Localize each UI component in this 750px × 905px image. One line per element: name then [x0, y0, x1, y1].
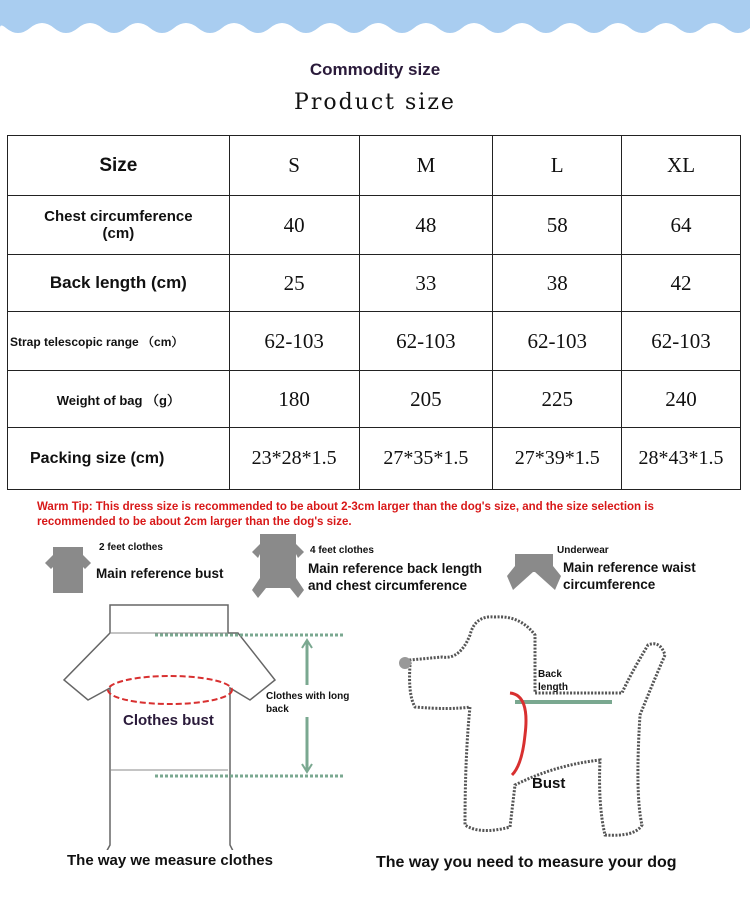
cell: 38 — [493, 255, 622, 312]
type-name: Underwear — [557, 545, 609, 556]
title: Commodity size — [309, 60, 441, 79]
header-cell: Size — [8, 136, 230, 196]
table-row — [8, 371, 741, 428]
cell: 25 — [229, 255, 359, 312]
wave-banner — [0, 0, 750, 40]
table-row — [8, 196, 741, 255]
header-cell: XL — [622, 136, 741, 196]
cell: 205 — [359, 371, 493, 428]
row-label: Packing size (cm) — [8, 428, 230, 490]
type-name: 4 feet clothes — [310, 545, 374, 556]
row-label: Chest circumference (cm) — [8, 196, 230, 255]
two-feet-clothes-icon — [45, 545, 93, 595]
type-desc: Main reference waist circumference — [563, 560, 696, 592]
underwear-icon — [505, 552, 561, 592]
back-length-label: Back length — [538, 669, 568, 693]
row-label: Strap telescopic range （cm） — [8, 312, 230, 371]
bust-ellipse — [108, 676, 232, 704]
table-row — [8, 312, 741, 371]
four-feet-clothes-icon — [250, 532, 306, 600]
table-header-row — [8, 136, 741, 196]
cell: 180 — [229, 371, 359, 428]
clothes-bust-label: Clothes bust — [123, 712, 214, 729]
bust-label: Bust — [532, 775, 566, 792]
cell: 27*35*1.5 — [359, 428, 493, 490]
cell: 64 — [622, 196, 741, 255]
warm-tip: Warm Tip: This dress size is recommended to be about 2-3cm larger than the dog's size, and the size selection is recommended to be about 2cm larger than the dog's size. — [37, 501, 654, 528]
cell: 33 — [359, 255, 493, 312]
header-cell: M — [359, 136, 493, 196]
cell: 23*28*1.5 — [229, 428, 359, 490]
cell: 62-103 — [229, 312, 359, 371]
cell: 48 — [359, 196, 493, 255]
cell: 62-103 — [493, 312, 622, 371]
cell: 58 — [493, 196, 622, 255]
cell: 28*43*1.5 — [622, 428, 741, 490]
caption-right: The way you need to measure your dog — [376, 854, 677, 871]
type-desc: Main reference bust — [96, 566, 224, 581]
cell: 27*39*1.5 — [493, 428, 622, 490]
cell: 225 — [493, 371, 622, 428]
cell: 42 — [622, 255, 741, 312]
long-back-label: Clothes with long back — [266, 691, 350, 715]
row-label: Weight of bag （g） — [8, 371, 230, 428]
cell: 40 — [229, 196, 359, 255]
cell: 62-103 — [622, 312, 741, 371]
dog-outline — [410, 617, 665, 835]
header-cell: L — [493, 136, 622, 196]
header-cell: S — [229, 136, 359, 196]
caption-left: The way we measure clothes — [67, 852, 273, 869]
subtitle: Product size — [294, 90, 456, 115]
size-table — [7, 135, 741, 490]
bust-line — [510, 693, 526, 775]
type-desc: Main reference back length and chest circumference — [308, 561, 483, 593]
type-name: 2 feet clothes — [99, 542, 163, 553]
dog-diagram — [390, 615, 680, 845]
row-label: Back length (cm) — [8, 255, 230, 312]
cell: 240 — [622, 371, 741, 428]
cell: 62-103 — [359, 312, 493, 371]
table-row — [8, 255, 741, 312]
table-row — [8, 428, 741, 490]
